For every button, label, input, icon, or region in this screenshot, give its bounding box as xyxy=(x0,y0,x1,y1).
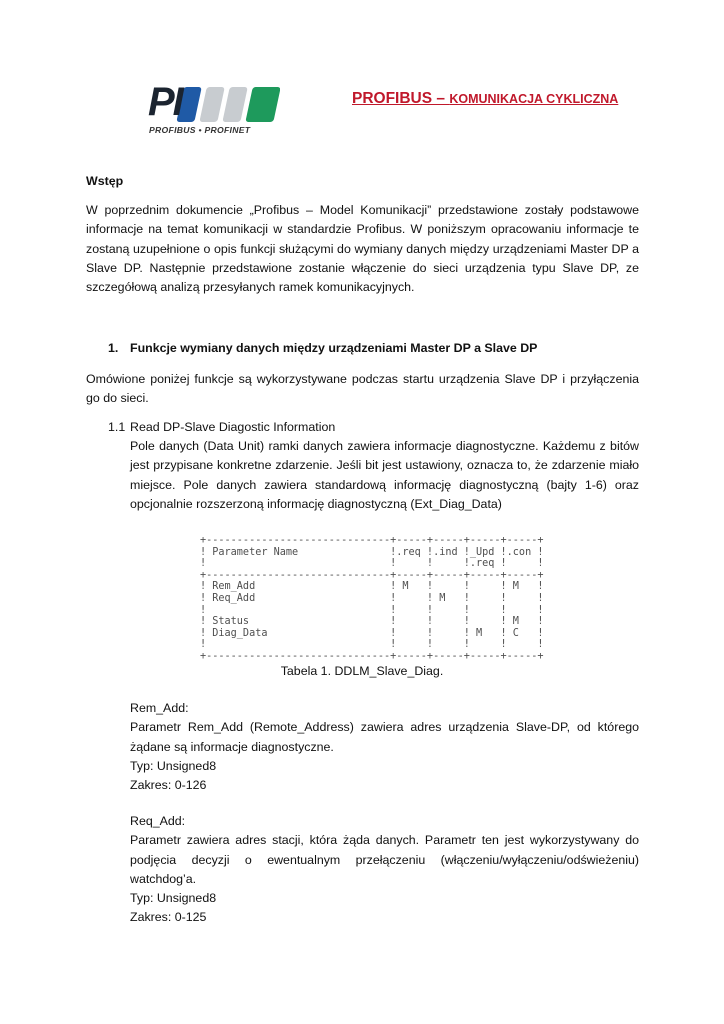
table-line: +------------------------------+-----+-----+-----+-----+ xyxy=(200,535,544,546)
param-range: Zakres: 0-125 xyxy=(130,910,207,925)
param-type: Typ: Unsigned8 xyxy=(130,891,217,906)
table-line: ! ! ! ! ! ! xyxy=(200,604,544,616)
logo-green-block xyxy=(245,87,280,122)
subsection-paragraph: Pole danych (Data Unit) ramki danych zawiera informacje diagnostyczne. Każdemu z bitów jest przypisane konkretne zdarzenie. Jeśli bit jest ustawiony, oznacza to, że zdarzenie miało miejsce. Pole danych zawiera standardową informację diagnostyczną (bajty 1-6) oraz opcjonalnie rozszerzoną informację diagnostyczną (Ext_Diag_Data) xyxy=(130,439,639,511)
subsection-number: 1.1 xyxy=(108,420,126,434)
param-range: Zakres: 0-126 xyxy=(130,778,207,793)
table-line: ! ! ! !.req ! ! xyxy=(200,558,544,570)
table-line: ! Diag_Data ! ! ! M ! C ! xyxy=(200,627,544,639)
intro-paragraph: W poprzednim dokumencie „Profibus – Model Komunikacji” przedstawione zostały podstawowe informacje na temat komunikacji w standardzie Profibus. W poniższym opracowaniu informacje te zostaną uzupełnione o opis funkcji służącymi do wymiany danych między urządzeniami Master DP a Slave DP. Następnie przedstawione zostanie włączenie do sieci urządzenia typu Slave DP, ze szczegółową analizą przesyłanych ramek komunikacyjnych. xyxy=(86,203,639,295)
param-name: Req_Add: xyxy=(130,814,186,828)
intro-heading: Wstęp xyxy=(86,174,124,188)
table-line: ! Req_Add ! ! M ! ! ! xyxy=(200,592,544,604)
logo-gray-block-1 xyxy=(199,87,224,122)
section-heading: Funkcje wymiany danych między urządzeniami Master DP a Slave DP xyxy=(130,341,538,355)
logo-subtitle: PROFIBUS • PROFINET xyxy=(149,125,251,135)
pi-logo xyxy=(148,80,280,138)
param-rem-add xyxy=(130,699,639,795)
subsection-heading: Read DP-Slave Diagostic Information xyxy=(130,420,336,434)
param-description: Parametr Rem_Add (Remote_Address) zawiera adres urządzenia Slave-DP, od którego żądane są informacje diagnostyczne. xyxy=(130,720,639,754)
logo-text: PI xyxy=(148,80,182,124)
title-sub: KOMUNIKACJA CYKLICZNA xyxy=(449,92,619,106)
parameter-table xyxy=(200,535,543,663)
table-line: ! Status ! ! ! ! M ! xyxy=(200,616,544,628)
param-type: Typ: Unsigned8 xyxy=(130,758,217,773)
table-line: ! Rem_Add ! M ! ! ! M ! xyxy=(200,581,544,593)
param-description: Parametr zawiera adres stacji, która żąda danych. Parametr ten jest wykorzystywany do podjęcia decyzji o ewentualnym przełączeniu (włączeniu/wyłączeniu/odświeżeniu) watchdog’a. xyxy=(130,833,639,886)
section-paragraph: Omówione poniżej funkcje są wykorzystywane podczas startu urządzenia Slave DP i przyłączenia go do sieci. xyxy=(86,372,639,406)
param-name: Rem_Add: xyxy=(130,701,189,715)
logo-gray-block-2 xyxy=(222,87,247,122)
table-line: +------------------------------+-----+-----+-----+-----+ xyxy=(200,650,544,662)
param-req-add xyxy=(130,812,639,928)
table-line: +------------------------------+-----+-----+-----+-----+ xyxy=(200,569,544,581)
document-title xyxy=(352,90,618,108)
section-number: 1. xyxy=(108,341,119,355)
table-line: ! Parameter Name !.req !.ind !_Upd !.con ! xyxy=(200,546,544,558)
table-caption: Tabela 1. DDLM_Slave_Diag. xyxy=(280,664,444,678)
table-line: ! ! ! ! ! ! xyxy=(200,639,544,651)
title-main: PROFIBUS – xyxy=(352,90,450,107)
